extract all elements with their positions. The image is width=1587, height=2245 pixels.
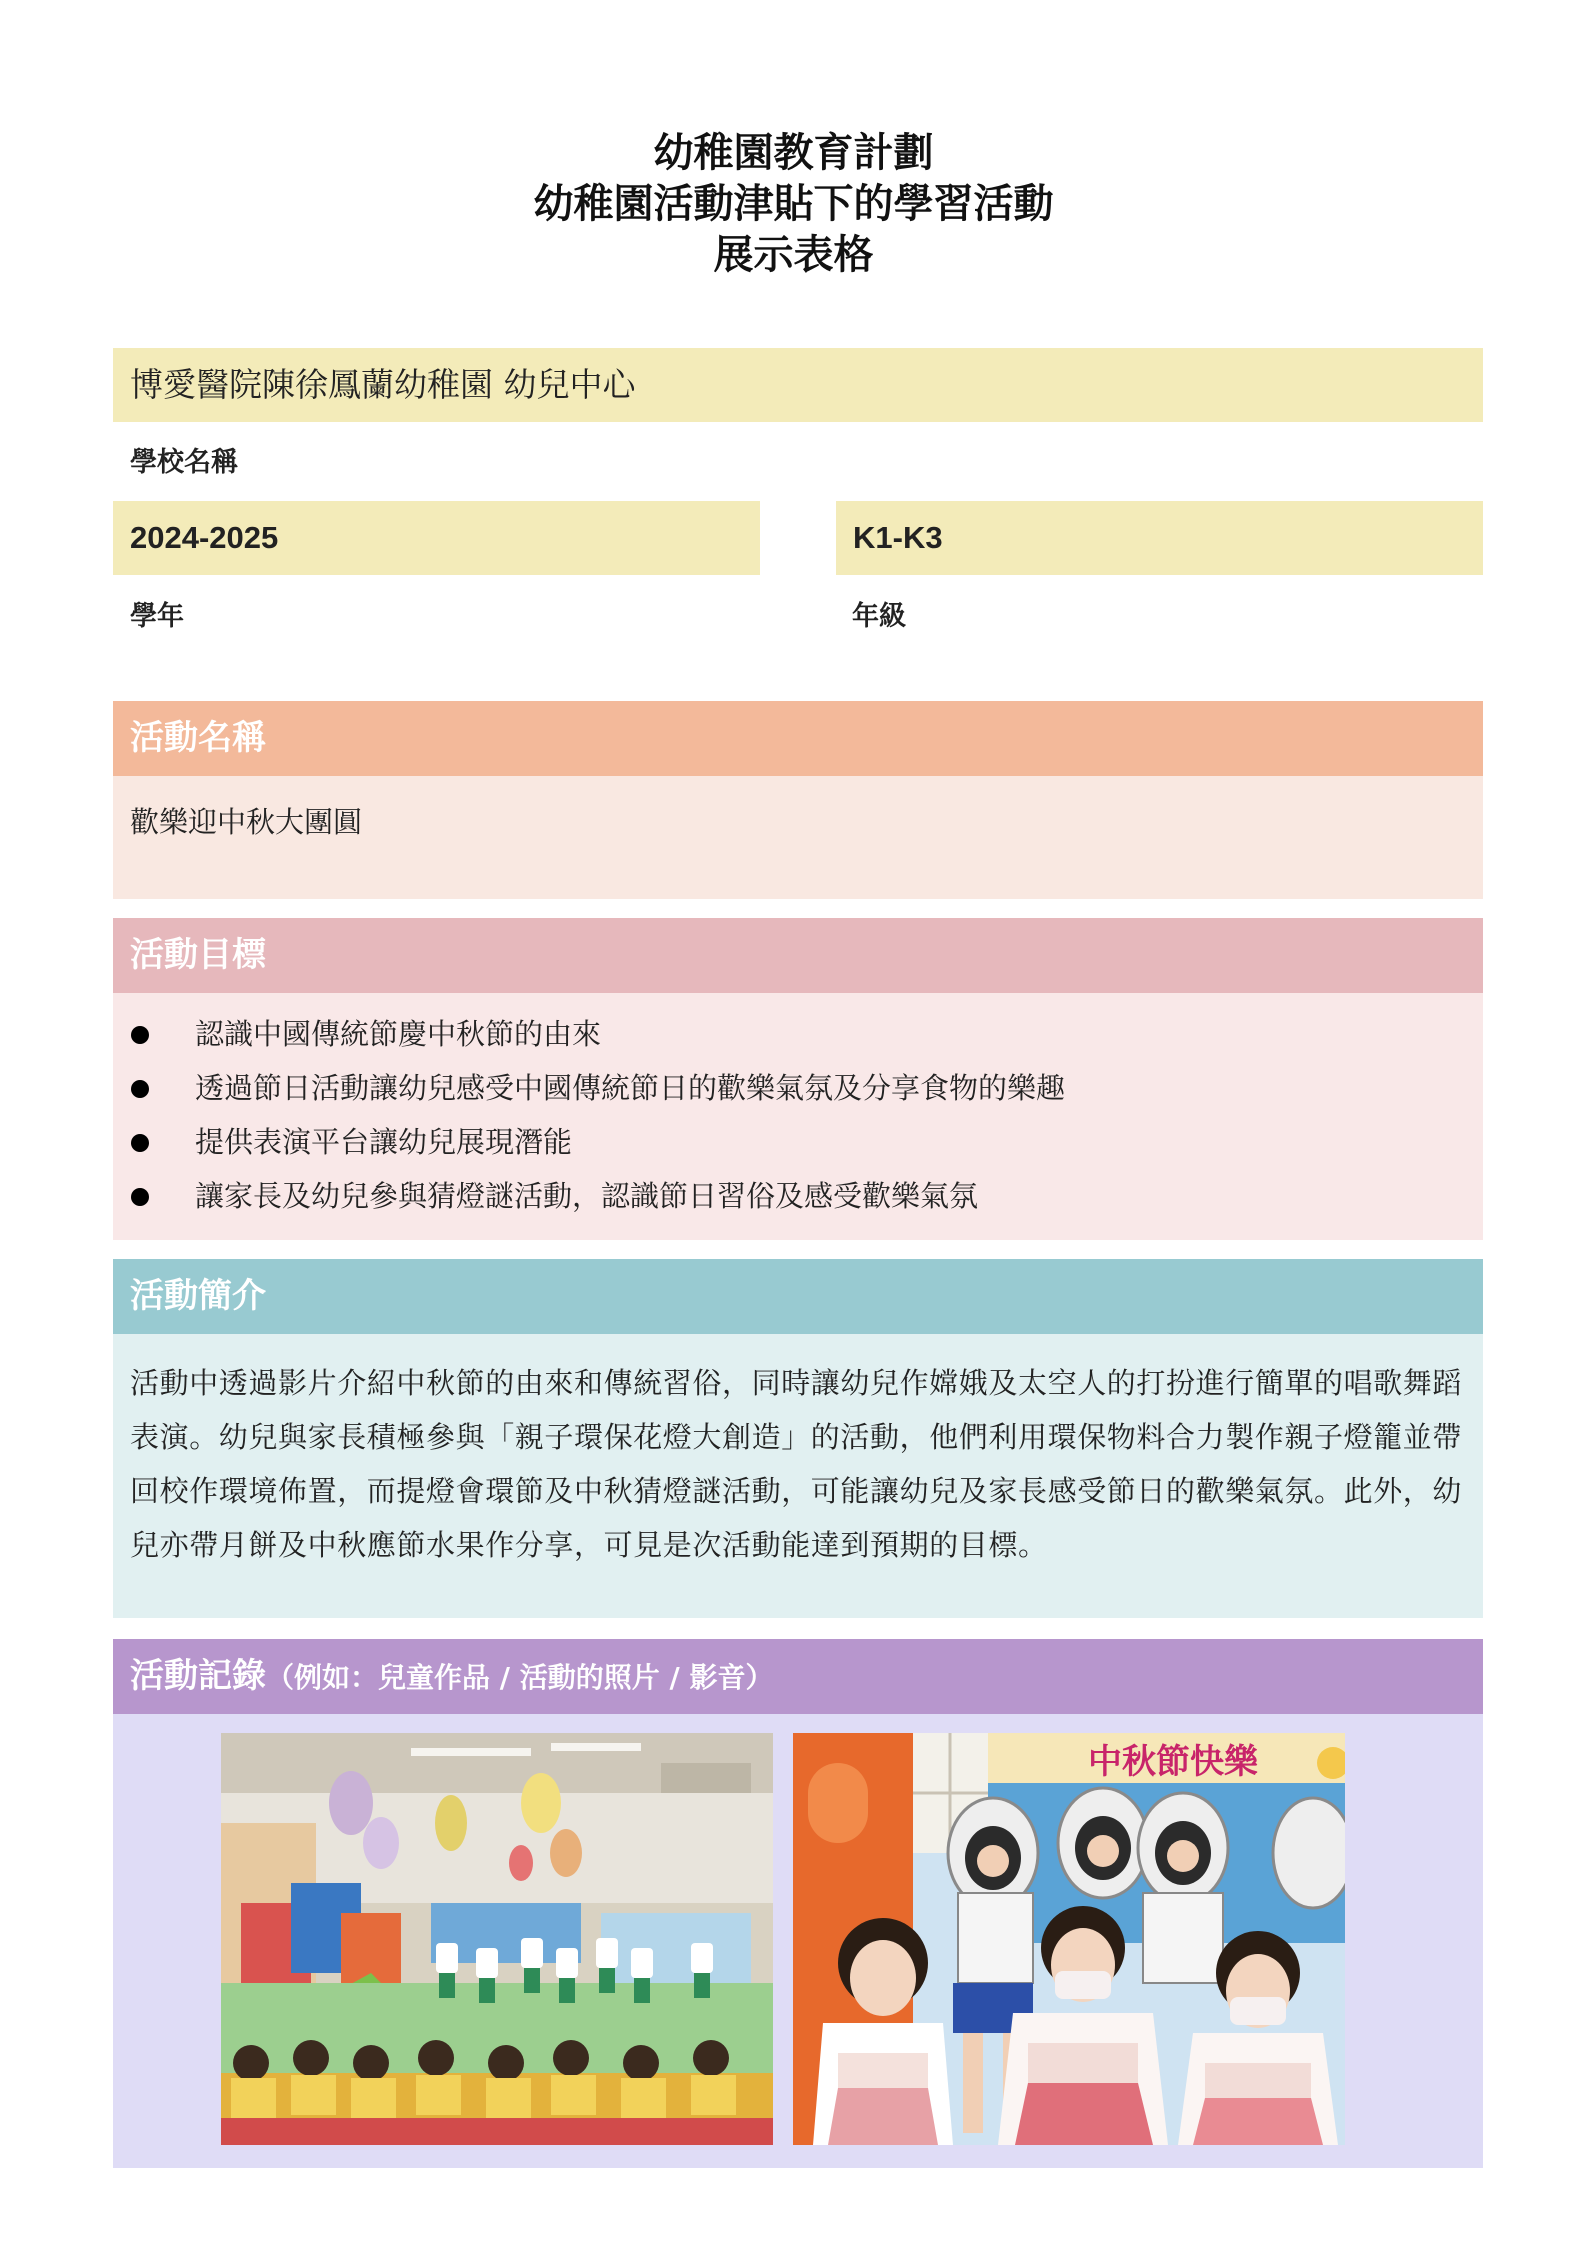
- grade-value: K1-K3: [853, 520, 943, 555]
- goal-item: 讓家長及幼兒參與猜燈謎活動，認識節日習俗及感受歡樂氣氛: [113, 1169, 1483, 1223]
- school-year-value: 2024-2025: [130, 520, 279, 555]
- activity-records-heading: [113, 1639, 1483, 1714]
- school-name-value: 博愛醫院陳徐鳳蘭幼稚園 幼兒中心: [130, 365, 636, 404]
- bullet-dot-icon: [131, 1188, 149, 1206]
- activity-name-heading: 活動名稱: [113, 701, 1483, 776]
- goals-list: [113, 993, 1483, 1223]
- classroom-photo-image: [221, 1733, 773, 2145]
- activity-photo-costumes: [793, 1733, 1345, 2145]
- goal-item: 認識中國傳統節慶中秋節的由來: [113, 1007, 1483, 1061]
- activity-photo-classroom: [221, 1733, 773, 2145]
- activity-records-title: 活動記錄: [130, 1656, 266, 1696]
- grade-field: [836, 501, 1483, 575]
- school-name-field: [113, 348, 1483, 422]
- bullet-dot-icon: [131, 1134, 149, 1152]
- school-name-caption: 學校名稱: [130, 447, 238, 478]
- activity-intro-body: [113, 1334, 1483, 1618]
- activity-records-note: （例如：兒童作品 / 活動的照片 / 影音）: [266, 1661, 774, 1694]
- title-line-3: 展示表格: [713, 232, 874, 278]
- title-line-1: 幼稚園教育計劃: [653, 130, 934, 176]
- bullet-dot-icon: [131, 1080, 149, 1098]
- title-line-2: 幼稚園活動津貼下的學習活動: [533, 181, 1054, 227]
- activity-intro-heading: 活動簡介: [113, 1259, 1483, 1334]
- document-title: [0, 128, 1587, 281]
- grade-caption: 年級: [852, 601, 906, 632]
- school-year-caption: 學年: [130, 601, 184, 632]
- costume-photo-image: [793, 1733, 1345, 2145]
- activity-goals-body: [113, 993, 1483, 1240]
- school-year-field: [113, 501, 760, 575]
- goal-item: 透過節日活動讓幼兒感受中國傳統節日的歡樂氣氛及分享食物的樂趣: [113, 1061, 1483, 1115]
- activity-goals-heading: 活動目標: [113, 918, 1483, 993]
- activity-intro-text: 活動中透過影片介紹中秋節的由來和傳統習俗，同時讓幼兒作嫦娥及太空人的打扮進行簡單的唱歌舞蹈表演。幼兒與家長積極參與「親子環保花燈大創造」的活動，他們利用環保物料合力製作親子燈籠並帶回校作環境佈置，而提燈會環節及中秋猜燈謎活動，可能讓幼兒及家長感受節日的歡樂氣氛。此外，幼兒亦帶月餅及中秋應節水果作分享，可見是次活動能達到預期的目標。: [130, 1366, 1463, 1562]
- activity-name-body: [113, 776, 1483, 899]
- bullet-dot-icon: [131, 1026, 149, 1044]
- photo-banner-text: 中秋節快樂: [1088, 1742, 1258, 1782]
- goal-item: 提供表演平台讓幼兒展現潛能: [113, 1115, 1483, 1169]
- activity-name-value: 歡樂迎中秋大團圓: [130, 805, 363, 839]
